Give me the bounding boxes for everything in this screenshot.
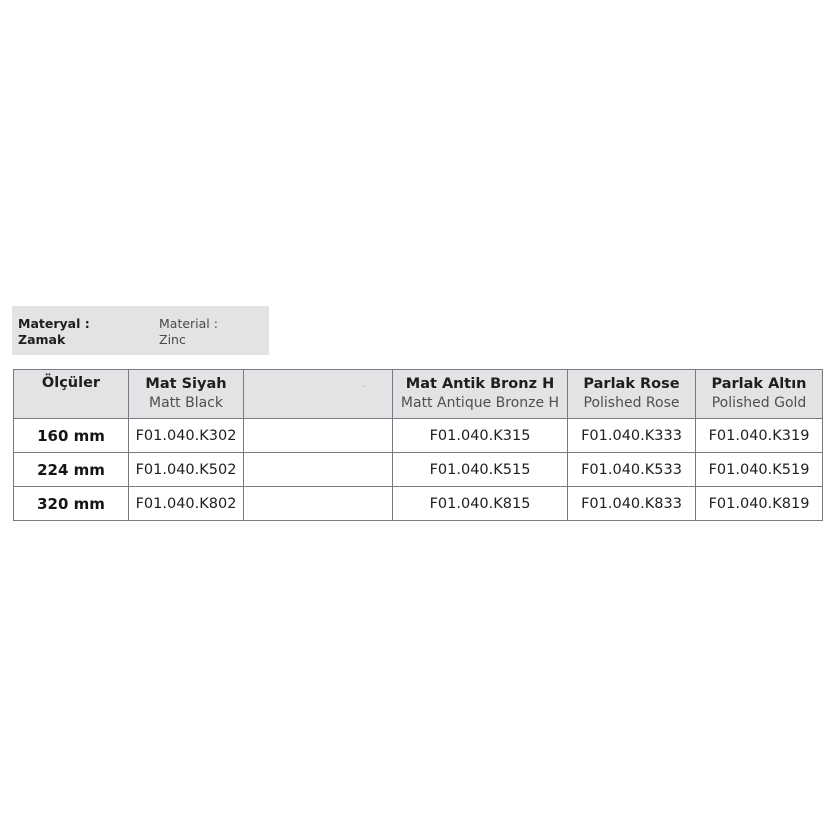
column-header-matt-black [129, 370, 244, 419]
column-title-en: Polished Rose [583, 395, 680, 411]
size-cell: 224 mm [14, 453, 129, 487]
column-title-tr: Mat Siyah [145, 376, 227, 392]
empty-cell [244, 487, 393, 521]
column-header-polished-gold [696, 370, 823, 419]
code-cell: F01.040.K319 [696, 419, 823, 453]
code-cell: F01.040.K302 [129, 419, 244, 453]
column-title-tr: Mat Antik Bronz H [405, 376, 555, 392]
product-code-table [13, 369, 823, 521]
table-row [14, 453, 823, 487]
table-row [14, 487, 823, 521]
size-cell: 160 mm [14, 419, 129, 453]
code-cell: F01.040.K502 [129, 453, 244, 487]
material-value-en: Zinc [159, 332, 186, 347]
material-english [159, 316, 218, 348]
table-row [14, 419, 823, 453]
column-title-en: Polished Gold [711, 395, 807, 411]
column-header-empty [244, 370, 393, 419]
column-title-tr: Parlak Rose [583, 376, 680, 392]
size-column-header: Ölçüler [14, 370, 129, 419]
code-cell: F01.040.K833 [568, 487, 696, 521]
material-info-box [12, 306, 269, 355]
column-header-antique-bronze [393, 370, 568, 419]
code-cell: F01.040.K519 [696, 453, 823, 487]
material-label-en: Material : [159, 316, 218, 331]
material-label-tr: Materyal : [18, 316, 90, 331]
column-title-en: Matt Antique Bronze H [400, 395, 560, 411]
table-header-row [14, 370, 823, 419]
code-cell: F01.040.K333 [568, 419, 696, 453]
column-header-polished-rose [568, 370, 696, 419]
code-cell: F01.040.K819 [696, 487, 823, 521]
code-cell: F01.040.K315 [393, 419, 568, 453]
code-cell: F01.040.K815 [393, 487, 568, 521]
size-cell: 320 mm [14, 487, 129, 521]
code-cell: F01.040.K515 [393, 453, 568, 487]
material-turkish [18, 316, 90, 348]
material-value-tr: Zamak [18, 332, 66, 347]
empty-cell [244, 453, 393, 487]
empty-cell [244, 419, 393, 453]
code-cell: F01.040.K533 [568, 453, 696, 487]
code-cell: F01.040.K802 [129, 487, 244, 521]
speck-mark [363, 386, 365, 387]
column-title-en: Matt Black [149, 395, 223, 411]
column-title-tr: Parlak Altın [711, 376, 807, 392]
